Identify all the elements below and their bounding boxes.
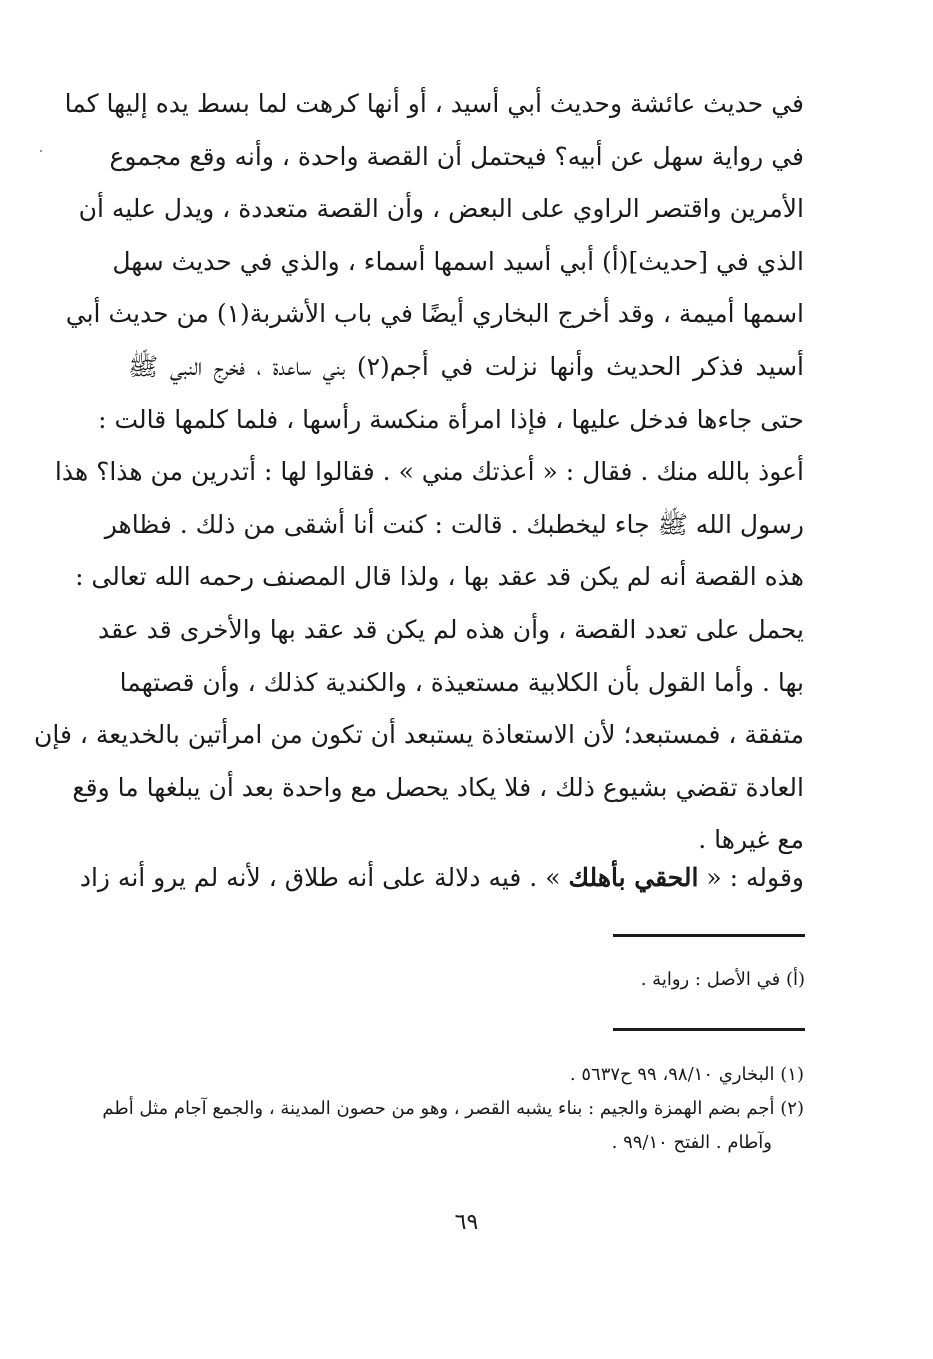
text-line: أسيد فذكر الحديث وأنها نزلت في أجم(٢) بني ساعدة ، فخرج النبي ﷺ — [128, 351, 805, 381]
second-paragraph — [79, 852, 804, 904]
footnote-2: (٢) أجم بضم الهمزة والجيم : بناء يشبه القصر ، وهو من حصون المدينة ، والجمع آجام مثل أطم — [102, 1098, 804, 1119]
text-line: العادة تقضي بشيوع ذلك ، فلا يكاد يحصل مع واحدة بعد أن يبلغها ما وقع — [72, 772, 804, 802]
quote-prefix: وقوله : « — [706, 863, 804, 892]
text-line: هذه القصة أنه لم يكن قد عقد بها ، ولذا قال المصنف رحمه الله تعالى : — [75, 562, 804, 592]
text-line: يحمل على تعدد القصة ، وأن هذه لم يكن قد عقد بها والأخرى قد عقد — [98, 614, 804, 644]
separator-rule — [613, 1028, 805, 1031]
text-line: حتى جاءها فدخل عليها ، فإذا امرأة منكسة رأسها ، فلما كلمها قالت : — [98, 404, 804, 434]
footnote-2-continuation: وآطام . الفتح ٩٩/١٠ . — [611, 1132, 772, 1153]
text-line: اسمها أميمة ، وقد أخرج البخاري أيضًا في باب الأشربة(١) من حديث أبي — [65, 299, 804, 329]
editor-note: (أ) في الأصل : رواية . — [640, 969, 805, 990]
text-line: الذي في [حديث](أ) أبي أسيد اسمها أسماء ، والذي في حديث سهل — [112, 246, 804, 276]
text-line: مع غيرها . — [698, 825, 804, 855]
main-paragraph — [34, 78, 805, 867]
text-line: أعوذ بالله منك . فقال : « أعذتك مني » . فقالوا لها : أتدرين من هذا؟ هذا — [54, 457, 804, 487]
scan-speck — [40, 150, 42, 152]
separator-rule — [613, 934, 805, 937]
text-line: الأمرين واقتصر الراوي على البعض ، وأن القصة متعددة ، ويدل عليه أن — [78, 194, 804, 224]
text-line: متفقة ، فمستبعد؛ لأن الاستعاذة يستبعد أن تكون من امرأتين بالخديعة ، فإن — [34, 720, 804, 750]
page-number: ٦٩ — [454, 1210, 479, 1235]
text-line: في رواية سهل عن أبيه؟ فيحتمل أن القصة واحدة ، وأنه وقع مجموع — [109, 141, 804, 171]
text-line: في حديث عائشة وحديث أبي أسيد ، أو أنها كرهت لما بسط يده إليها كما — [64, 89, 804, 118]
text-line: رسول الله ﷺ جاء ليخطبك . قالت : كنت أنا أشقى من ذلك . فظاهر — [104, 509, 804, 539]
footnotes — [102, 1058, 804, 1160]
footnote-1: (١) البخاري ٩٨/١٠، ٩٩ ح٥٦٣٧ . — [569, 1064, 804, 1085]
bold-quote: الحقي بأهلك — [568, 863, 699, 892]
text-line: بها . وأما القول بأن الكلابية مستعيذة ، والكندية كذلك ، وأن قصتهما — [119, 667, 804, 697]
quote-suffix: » . فيه دلالة على أنه طلاق ، لأنه لم يرو أنه زاد — [79, 863, 561, 892]
